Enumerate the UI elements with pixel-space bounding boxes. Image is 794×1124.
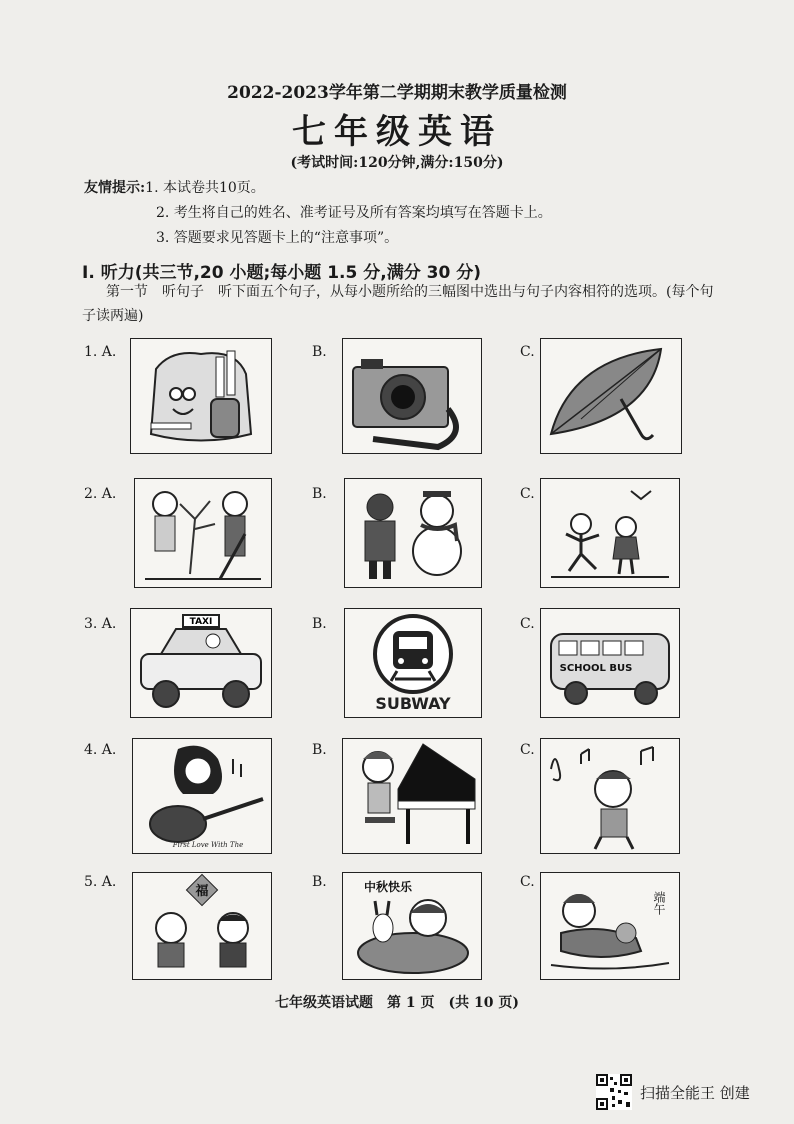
question-5-label: 5. A. (84, 874, 117, 890)
option-b-label: B. (312, 486, 327, 502)
option-c-label: C. (520, 616, 535, 632)
subway-sign-text: SUBWAY (375, 694, 451, 713)
singing-girl-icon[interactable] (540, 738, 680, 854)
piano-girl-icon[interactable] (342, 738, 482, 854)
fu-character: 福 (195, 884, 209, 899)
subway-icon[interactable] (344, 608, 482, 718)
option-c-label: C. (520, 874, 535, 890)
planting-trees-icon[interactable] (134, 478, 272, 588)
mid-autumn-text: 中秋快乐 (363, 880, 413, 894)
tip-item: 1. 本试卷共10页。 (145, 180, 265, 196)
option-c-label: C. (520, 344, 535, 360)
backpack-icon[interactable] (130, 338, 272, 454)
bus-sign-text: SCHOOL BUS (559, 663, 633, 674)
snowman-icon[interactable] (344, 478, 482, 588)
option-b-label: B. (312, 742, 327, 758)
tip-item: 3. 答题要求见答题卡上的“注意事项”。 (156, 230, 399, 246)
instruction-text: 第一节 听句子 听下面五个句子，从每小题所给的三幅图中选出与句子内容相符的选项。(每个句子读两遍) (82, 284, 714, 324)
guitar-girl-icon[interactable] (132, 738, 272, 854)
option-c-label: C. (520, 742, 535, 758)
exam-title: 2022-2023学年第二学期期末教学质量检测 (227, 83, 567, 103)
duanwu-text: 端午 (652, 891, 666, 915)
qr-code-icon (596, 1074, 632, 1110)
option-b-label: B. (312, 344, 327, 360)
spring-festival-icon[interactable] (132, 872, 272, 980)
school-bus-icon[interactable] (540, 608, 680, 718)
taxi-icon[interactable] (130, 608, 272, 718)
taxi-sign-text: TAXI (189, 617, 213, 627)
mid-autumn-icon[interactable] (342, 872, 482, 980)
page-footer: 七年级英语试题 第 1 页 (共 10 页) (275, 995, 519, 1011)
option-b-label: B. (312, 616, 327, 632)
scanner-watermark (596, 1074, 750, 1110)
section-heading: I. 听力(共三节,20 小题;每小题 1.5 分,满分 30 分) (82, 263, 481, 283)
option-b-label: B. (312, 874, 327, 890)
tips-block (84, 176, 552, 251)
kids-playing-icon[interactable] (540, 478, 680, 588)
subject-title: 七年级英语 (292, 112, 502, 152)
question-3-label: 3. A. (84, 616, 117, 632)
section-instruction (82, 280, 722, 328)
camera-icon[interactable] (342, 338, 482, 454)
guitar-caption: First Love With The (172, 841, 244, 849)
tips-lead: 友情提示: (84, 180, 146, 196)
question-4-label: 4. A. (84, 742, 117, 758)
scanner-label: 扫描全能王 创建 (640, 1083, 750, 1102)
question-1-label: 1. A. (84, 344, 117, 360)
tip-item: 2. 考生将自己的姓名、准考证号及所有答案均填写在答题卡上。 (156, 205, 552, 221)
option-c-label: C. (520, 486, 535, 502)
dragon-boat-icon[interactable] (540, 872, 680, 980)
exam-info: (考试时间:120分钟,满分:150分) (290, 155, 504, 171)
umbrella-icon[interactable] (540, 338, 682, 454)
question-2-label: 2. A. (84, 486, 117, 502)
